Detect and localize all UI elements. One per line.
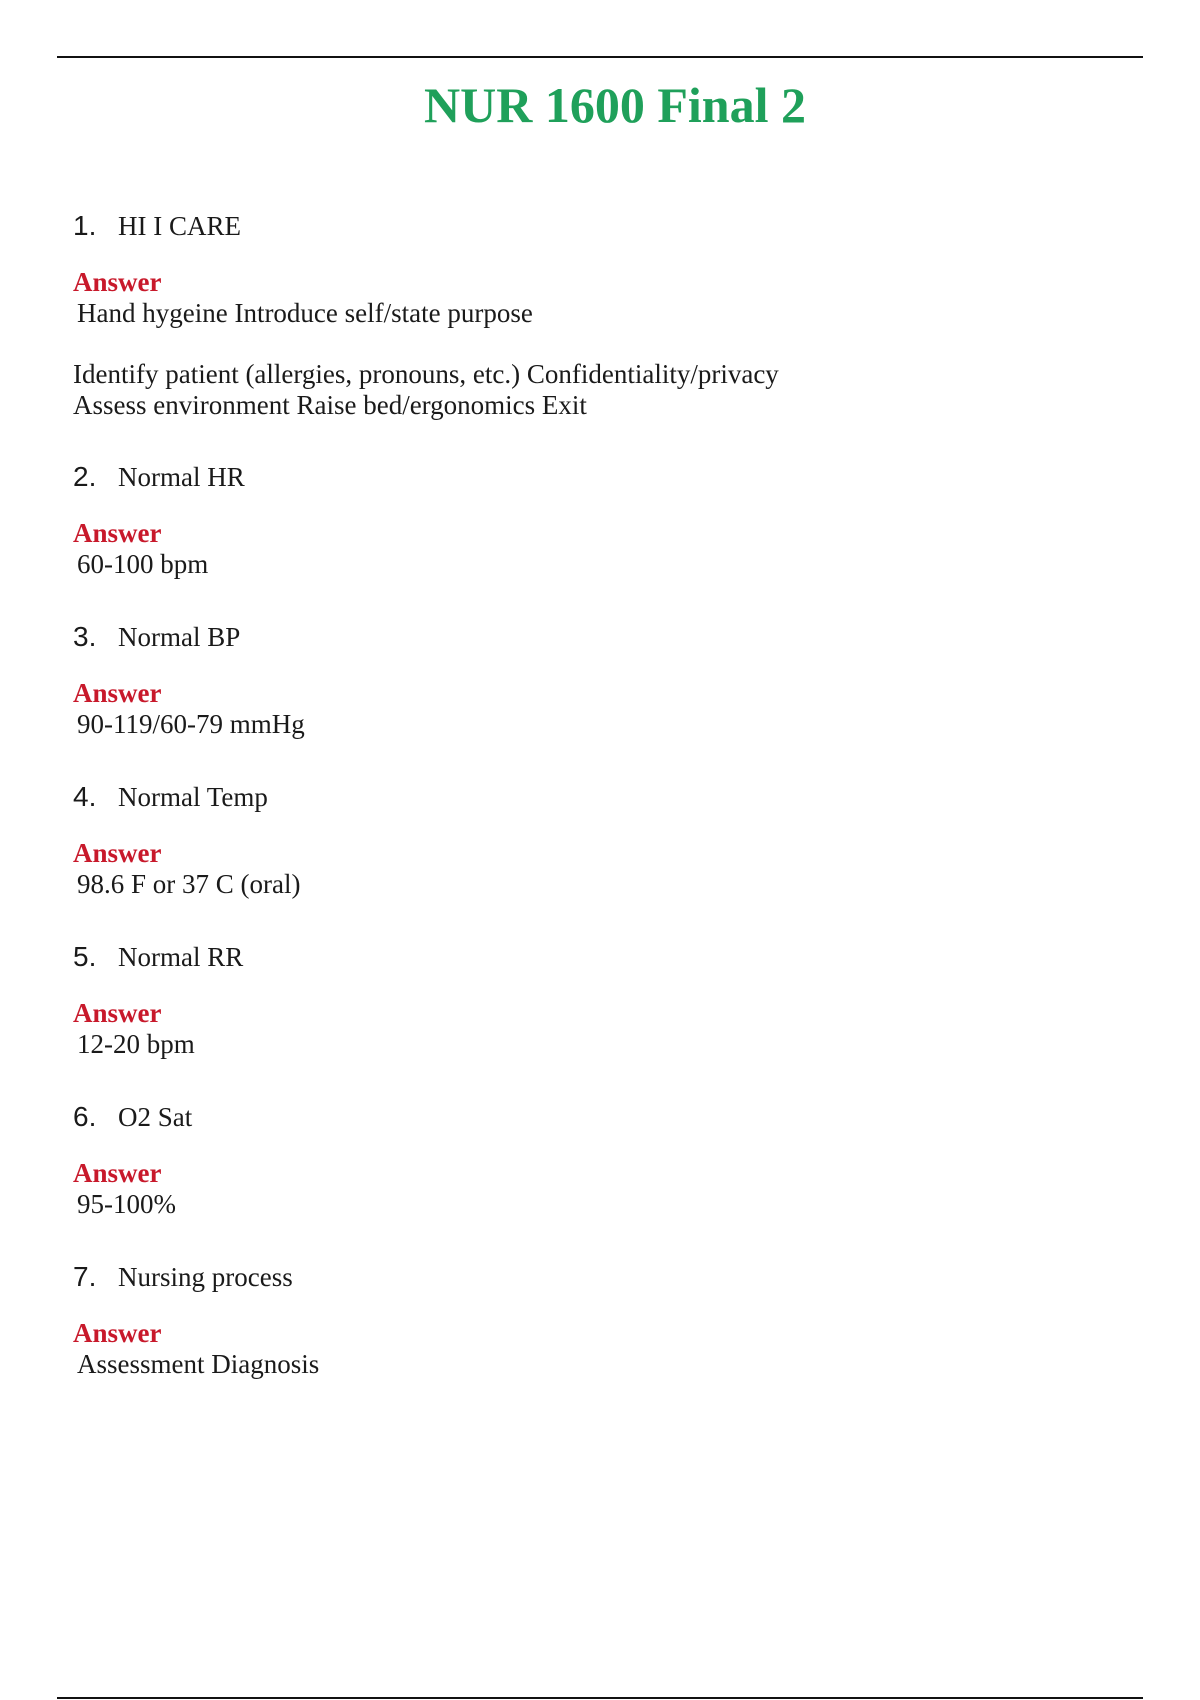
- answer-paragraph-line: Assess environment Raise bed/ergonomics Exit: [73, 390, 587, 420]
- answer-label: Answer: [73, 518, 162, 548]
- question-5: [73, 937, 1133, 977]
- question-list: [73, 206, 1133, 1381]
- question-6: [73, 1097, 1133, 1137]
- question-number: 6.: [73, 1101, 97, 1132]
- answer-paragraph: [73, 359, 1133, 421]
- question-text: HI I CARE: [118, 211, 241, 241]
- answer-label: Answer: [73, 1318, 162, 1348]
- answer-text: 98.6 F or 37 C (oral): [77, 869, 301, 899]
- question-number: 3.: [73, 621, 97, 652]
- answer-text: 95-100%: [77, 1189, 176, 1219]
- qa-item-7: [73, 1257, 1133, 1381]
- question-number: 5.: [73, 941, 97, 972]
- question-number: 4.: [73, 781, 97, 812]
- qa-item-2: [73, 457, 1133, 581]
- question-text: Normal BP: [118, 622, 241, 652]
- qa-item-6: [73, 1097, 1133, 1221]
- answer-label: Answer: [73, 838, 162, 868]
- answer-paragraph-line: Identify patient (allergies, pronouns, etc.) Confidentiality/privacy: [73, 359, 779, 389]
- question-number: 1.: [73, 210, 97, 241]
- answer-text: Assessment Diagnosis: [77, 1349, 320, 1379]
- question-text: Normal HR: [118, 462, 245, 492]
- answer-text: 12-20 bpm: [77, 1029, 195, 1059]
- qa-item-1: [73, 206, 1133, 421]
- answer-label: Answer: [73, 998, 162, 1028]
- top-rule: [57, 56, 1143, 58]
- qa-item-4: [73, 777, 1133, 901]
- question-4: [73, 777, 1133, 817]
- question-text: Normal RR: [118, 942, 244, 972]
- qa-item-5: [73, 937, 1133, 1061]
- answer-label: Answer: [73, 1158, 162, 1188]
- question-text: Normal Temp: [118, 782, 268, 812]
- answer-label: Answer: [73, 267, 162, 297]
- bottom-rule: [57, 1697, 1143, 1699]
- answer-text: 60-100 bpm: [77, 549, 209, 579]
- answer-text: Hand hygeine Introduce self/state purpose: [77, 298, 533, 328]
- question-1: [73, 206, 1133, 246]
- question-number: 7.: [73, 1261, 97, 1292]
- qa-item-3: [73, 617, 1133, 741]
- answer-label: Answer: [73, 678, 162, 708]
- question-text: Nursing process: [118, 1262, 293, 1292]
- question-3: [73, 617, 1133, 657]
- question-2: [73, 457, 1133, 497]
- question-7: [73, 1257, 1133, 1297]
- page-title: NUR 1600 Final 2: [424, 77, 806, 133]
- answer-text: 90-119/60-79 mmHg: [77, 709, 305, 739]
- question-text: O2 Sat: [118, 1102, 193, 1132]
- question-number: 2.: [73, 461, 97, 492]
